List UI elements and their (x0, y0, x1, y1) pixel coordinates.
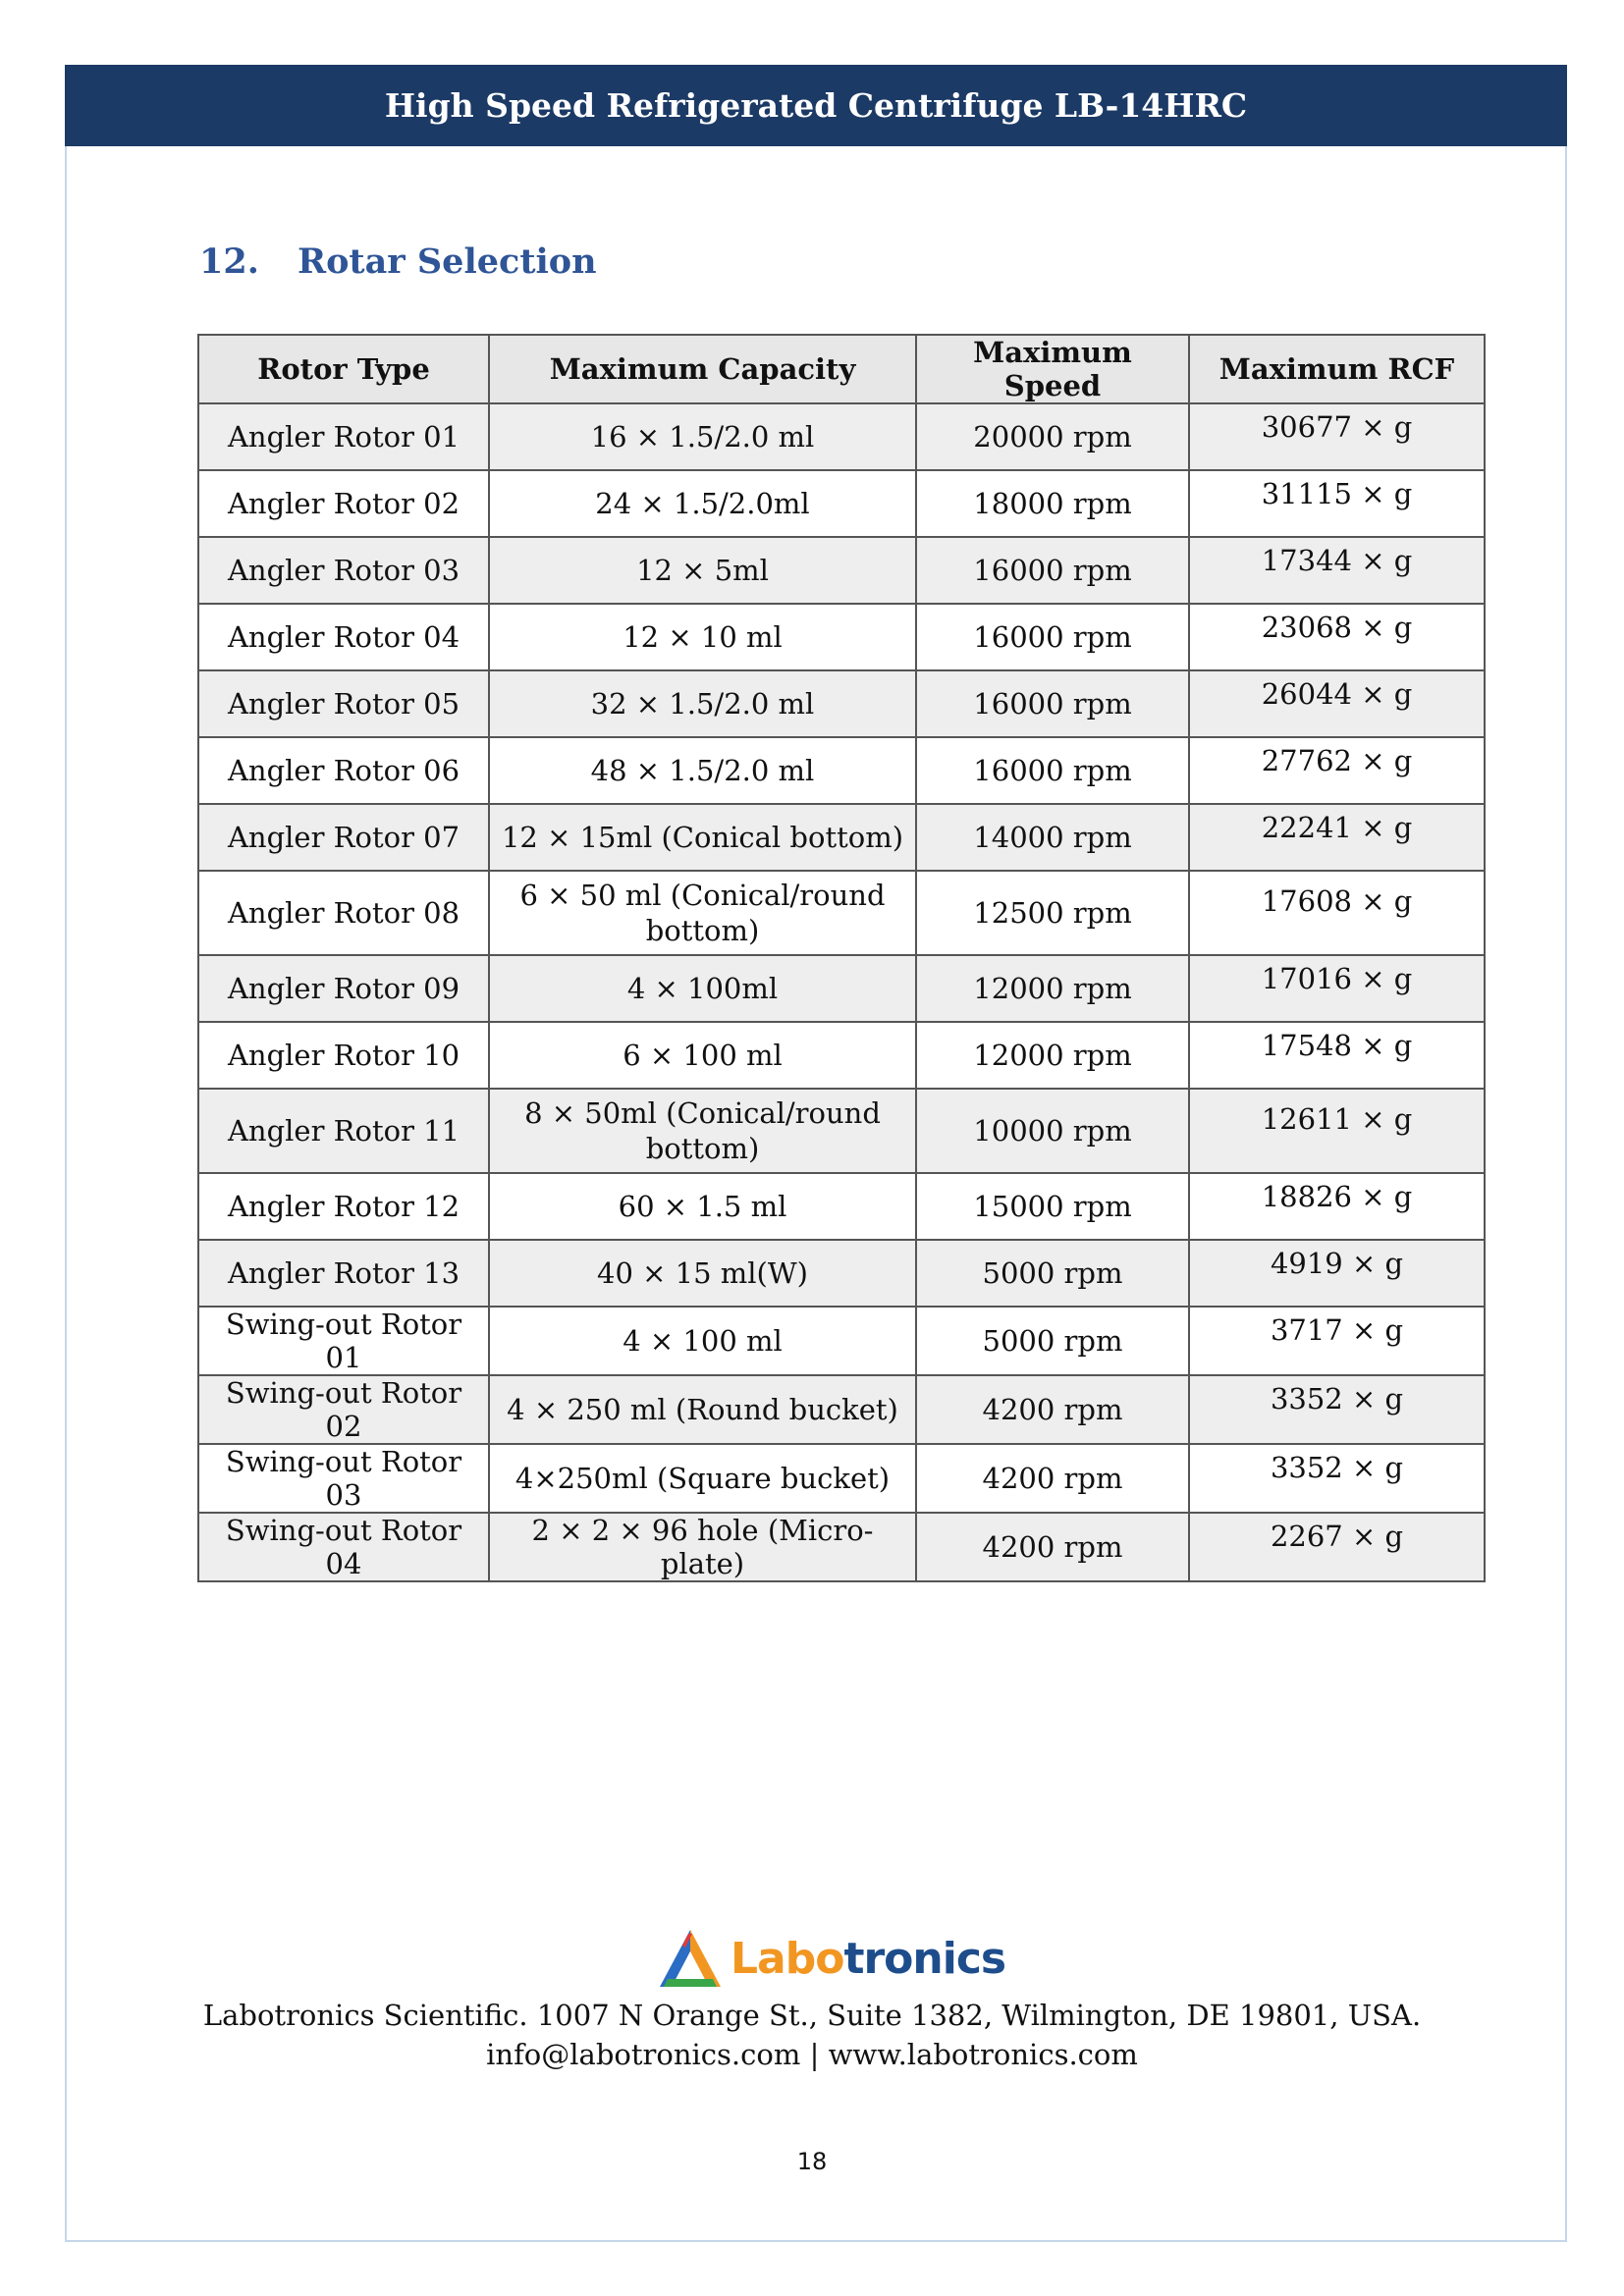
capacity-cell: 8 × 50ml (Conical/round bottom) (489, 1089, 916, 1173)
capacity-cell: 12 × 15ml (Conical bottom) (489, 804, 916, 871)
speed-cell: 10000 rpm (916, 1089, 1189, 1173)
table-row (198, 537, 1485, 604)
labotronics-logo (656, 1926, 1005, 1991)
capacity-cell: 12 × 10 ml (489, 604, 916, 670)
table-row (198, 1022, 1485, 1089)
document-title: High Speed Refrigerated Centrifuge LB-14HRC (384, 86, 1248, 125)
column-header-maximum-capacity: Maximum Capacity (489, 335, 916, 403)
capacity-cell: 4 × 250 ml (Round bucket) (489, 1375, 916, 1444)
rotor-type-cell: Swing-out Rotor 01 (198, 1307, 489, 1375)
rotor-type-cell: Angler Rotor 11 (198, 1089, 489, 1173)
table-row (198, 1240, 1485, 1307)
rotor-type-cell: Angler Rotor 06 (198, 737, 489, 804)
rotor-type-cell: Angler Rotor 07 (198, 804, 489, 871)
speed-cell: 5000 rpm (916, 1307, 1189, 1375)
section-title: Rotar Selection (298, 241, 597, 282)
company-address: Labotronics Scientific. 1007 N Orange St., Suite 1382, Wilmington, DE 19801, USA. (202, 1999, 1422, 2032)
rotor-type-cell: Swing-out Rotor 04 (198, 1513, 489, 1581)
table-row (198, 1173, 1485, 1240)
website-link[interactable]: www.labotronics.com (828, 2038, 1138, 2071)
rcf-cell: 31115 × g (1189, 470, 1485, 537)
capacity-cell: 48 × 1.5/2.0 ml (489, 737, 916, 804)
column-header-maximum-speed: Maximum Speed (916, 335, 1189, 403)
capacity-cell: 40 × 15 ml(W) (489, 1240, 916, 1307)
table-row (198, 470, 1485, 537)
rcf-cell: 17016 × g (1189, 955, 1485, 1022)
rcf-cell: 3352 × g (1189, 1444, 1485, 1513)
capacity-cell: 6 × 50 ml (Conical/round bottom) (489, 871, 916, 955)
table-row (198, 955, 1485, 1022)
speed-cell: 16000 rpm (916, 737, 1189, 804)
rcf-cell: 22241 × g (1189, 804, 1485, 871)
rcf-cell: 23068 × g (1189, 604, 1485, 670)
section-heading (199, 241, 597, 282)
capacity-cell: 24 × 1.5/2.0ml (489, 470, 916, 537)
table-header-row (198, 335, 1485, 403)
rcf-cell: 12611 × g (1189, 1089, 1485, 1173)
table-row (198, 1089, 1485, 1173)
table-row (198, 670, 1485, 737)
rcf-cell: 26044 × g (1189, 670, 1485, 737)
page-number: 18 (796, 2148, 828, 2175)
capacity-cell: 6 × 100 ml (489, 1022, 916, 1089)
speed-cell: 4200 rpm (916, 1375, 1189, 1444)
section-number: 12. (199, 241, 259, 282)
column-header-rotor-type: Rotor Type (198, 335, 489, 403)
contact-separator: | (809, 2038, 820, 2071)
rotor-type-cell: Angler Rotor 02 (198, 470, 489, 537)
table-row (198, 1444, 1485, 1513)
rotor-type-cell: Swing-out Rotor 03 (198, 1444, 489, 1513)
table-row (198, 604, 1485, 670)
rotor-type-cell: Angler Rotor 08 (198, 871, 489, 955)
rotor-type-cell: Angler Rotor 13 (198, 1240, 489, 1307)
speed-cell: 14000 rpm (916, 804, 1189, 871)
rotor-type-cell: Angler Rotor 03 (198, 537, 489, 604)
rcf-cell: 4919 × g (1189, 1240, 1485, 1307)
column-header-maximum-rcf: Maximum RCF (1189, 335, 1485, 403)
table-row (198, 737, 1485, 804)
rotor-type-cell: Angler Rotor 10 (198, 1022, 489, 1089)
speed-cell: 16000 rpm (916, 537, 1189, 604)
triangle-logo-icon (656, 1926, 725, 1991)
table-row (198, 804, 1485, 871)
document-header-banner (65, 65, 1567, 146)
capacity-cell: 2 × 2 × 96 hole (Micro-plate) (489, 1513, 916, 1581)
table-row (198, 871, 1485, 955)
speed-cell: 20000 rpm (916, 403, 1189, 470)
speed-cell: 12000 rpm (916, 955, 1189, 1022)
table-row (198, 1307, 1485, 1375)
speed-cell: 12500 rpm (916, 871, 1189, 955)
rcf-cell: 17608 × g (1189, 871, 1485, 955)
rcf-cell: 3717 × g (1189, 1307, 1485, 1375)
rotor-type-cell: Angler Rotor 04 (198, 604, 489, 670)
speed-cell: 5000 rpm (916, 1240, 1189, 1307)
speed-cell: 18000 rpm (916, 470, 1189, 537)
rotor-type-cell: Swing-out Rotor 02 (198, 1375, 489, 1444)
speed-cell: 16000 rpm (916, 604, 1189, 670)
rotor-selection-table (197, 334, 1486, 1582)
rcf-cell: 30677 × g (1189, 403, 1485, 470)
rcf-cell: 17344 × g (1189, 537, 1485, 604)
speed-cell: 16000 rpm (916, 670, 1189, 737)
capacity-cell: 4 × 100 ml (489, 1307, 916, 1375)
rcf-cell: 27762 × g (1189, 737, 1485, 804)
capacity-cell: 12 × 5ml (489, 537, 916, 604)
email-link[interactable]: info@labotronics.com (486, 2038, 801, 2071)
contact-line (0, 2038, 1624, 2071)
capacity-cell: 32 × 1.5/2.0 ml (489, 670, 916, 737)
table-row (198, 1375, 1485, 1444)
capacity-cell: 4 × 100ml (489, 955, 916, 1022)
rcf-cell: 17548 × g (1189, 1022, 1485, 1089)
rcf-cell: 2267 × g (1189, 1513, 1485, 1581)
rotor-type-cell: Angler Rotor 05 (198, 670, 489, 737)
rcf-cell: 3352 × g (1189, 1375, 1485, 1444)
logo-wordmark: Labotronics (731, 1933, 1006, 1984)
speed-cell: 15000 rpm (916, 1173, 1189, 1240)
capacity-cell: 60 × 1.5 ml (489, 1173, 916, 1240)
rotor-type-cell: Angler Rotor 09 (198, 955, 489, 1022)
speed-cell: 12000 rpm (916, 1022, 1189, 1089)
capacity-cell: 16 × 1.5/2.0 ml (489, 403, 916, 470)
speed-cell: 4200 rpm (916, 1513, 1189, 1581)
table-row (198, 403, 1485, 470)
capacity-cell: 4×250ml (Square bucket) (489, 1444, 916, 1513)
table-row (198, 1513, 1485, 1581)
rotor-type-cell: Angler Rotor 01 (198, 403, 489, 470)
rotor-type-cell: Angler Rotor 12 (198, 1173, 489, 1240)
rcf-cell: 18826 × g (1189, 1173, 1485, 1240)
speed-cell: 4200 rpm (916, 1444, 1189, 1513)
